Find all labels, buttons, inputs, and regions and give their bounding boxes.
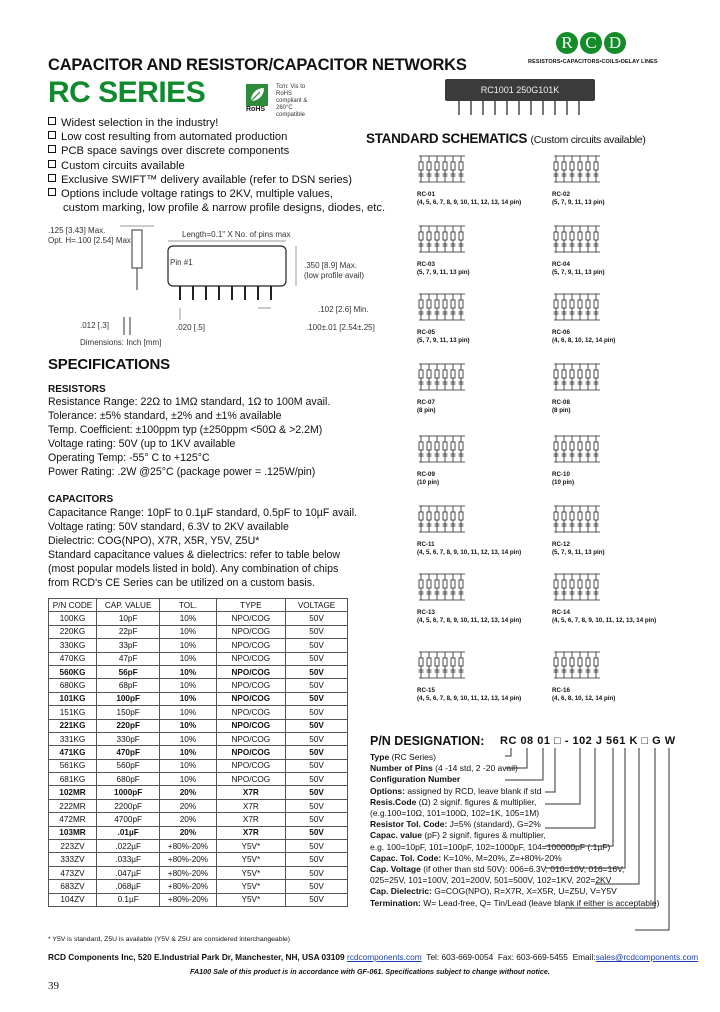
schematic-pins: (4, 5, 6, 7, 8, 9, 10, 11, 12, 13, 14 pin) bbox=[417, 548, 522, 556]
dim-pin-diameter: .020 [.5] bbox=[176, 323, 205, 332]
dim-lead-width: .012 [.3] bbox=[80, 321, 109, 330]
table-cell: +80%-20% bbox=[160, 866, 216, 879]
table-cell: +80%-20% bbox=[160, 853, 216, 866]
table-cell: 331KG bbox=[49, 732, 97, 745]
table-row bbox=[49, 866, 348, 879]
feature-item: PCB space savings over discrete components bbox=[48, 144, 385, 158]
table-cell: Y5V* bbox=[216, 853, 286, 866]
logo-letter: R bbox=[556, 32, 578, 54]
spec-line: Voltage rating: 50V standard, 6.3V to 2KV available bbox=[48, 520, 289, 533]
checkbox-icon bbox=[48, 160, 56, 168]
table-cell: X7R bbox=[216, 826, 286, 839]
capacitor-code-table bbox=[48, 598, 348, 907]
pn-field: Type (RC Series) bbox=[370, 752, 436, 762]
table-cell: NPO/COG bbox=[216, 706, 286, 719]
table-cell: Y5V* bbox=[216, 880, 286, 893]
schematic-name: RC-15 bbox=[417, 687, 435, 694]
schematic-rc-10 bbox=[552, 432, 604, 486]
schematic-rc-16 bbox=[552, 648, 615, 702]
table-cell: 56pF bbox=[96, 665, 159, 678]
feature-item: Options include voltage ratings to 2KV, multiple values, bbox=[48, 187, 385, 201]
capacitors-heading: CAPACITORS bbox=[48, 494, 114, 505]
dim-width-opt: (low profile avail) bbox=[304, 271, 365, 280]
table-header: P/N CODE bbox=[49, 599, 97, 612]
table-cell: 560pF bbox=[96, 759, 159, 772]
pn-field: Capac. Tol. Code: K=10%, M=20%, Z=+80%-20% bbox=[370, 852, 562, 863]
spec-line: Capacitance Range: 10pF to 0.1µF standard, 0.5pF to 10µF avail. bbox=[48, 507, 358, 519]
table-row bbox=[49, 893, 348, 906]
schematic-pins: (4, 5, 6, 7, 8, 9, 10, 11, 12, 13, 14 pin) bbox=[417, 198, 522, 206]
schematic-rc-04 bbox=[552, 222, 605, 276]
schematic-name: RC-06 bbox=[552, 329, 570, 336]
pn-field: Resis.Code (Ω) 2 signif. figures & multiplier, bbox=[370, 796, 537, 807]
schematic-pins: (10 pin) bbox=[417, 478, 440, 486]
page-title: CAPACITOR AND RESISTOR/CAPACITOR NETWORKS bbox=[48, 56, 467, 74]
schematic-name: RC-09 bbox=[417, 471, 435, 478]
table-cell: 0.1µF bbox=[96, 893, 159, 906]
schematic-pins: (4, 6, 8, 10, 12, 14 pin) bbox=[552, 336, 616, 344]
schematic-rc-07 bbox=[417, 360, 469, 414]
spec-line: Temp. Coefficient: ±100ppm typ (±250ppm <50Ω & >2.2M) bbox=[48, 423, 323, 436]
dim-width: .350 [8.9] Max. bbox=[304, 261, 357, 270]
table-cell: 10% bbox=[160, 625, 216, 638]
table-cell: 681KG bbox=[49, 773, 97, 786]
table-cell: 20% bbox=[160, 813, 216, 826]
dim-lead-length: .102 [2.6] Min. bbox=[318, 305, 369, 314]
table-cell: Y5V* bbox=[216, 866, 286, 879]
schematic-rc-15 bbox=[417, 648, 521, 702]
table-cell: 50V bbox=[286, 840, 348, 853]
spec-line: Dielectric: COG(NPO), X7R, X5R, Y5V, Z5U* bbox=[48, 534, 260, 547]
table-cell: 50V bbox=[286, 625, 348, 638]
pn-designation-heading: P/N DESIGNATION: bbox=[370, 734, 485, 748]
table-row bbox=[49, 746, 348, 759]
table-cell: NPO/COG bbox=[216, 692, 286, 705]
table-cell: 680pF bbox=[96, 773, 159, 786]
table-cell: 2200pF bbox=[96, 799, 159, 812]
schematic-icon bbox=[417, 502, 469, 536]
table-cell: 47pF bbox=[96, 652, 159, 665]
dim-pitch: .100±.01 [2.54±.25] bbox=[306, 323, 375, 332]
table-cell: X7R bbox=[216, 813, 286, 826]
schematic-pins: (4, 6, 8, 10, 12, 14 pin) bbox=[552, 694, 616, 702]
table-cell: 10pF bbox=[96, 612, 159, 625]
table-cell: NPO/COG bbox=[216, 719, 286, 732]
checkbox-icon bbox=[48, 117, 56, 125]
table-cell: 223ZV bbox=[49, 840, 97, 853]
table-cell: Y5V* bbox=[216, 893, 286, 906]
resistor-specs bbox=[48, 396, 330, 479]
table-cell: 103MR bbox=[49, 826, 97, 839]
table-cell: 50V bbox=[286, 639, 348, 652]
table-cell: 10% bbox=[160, 759, 216, 772]
spec-line: Tolerance: ±5% standard, ±2% and ±1% available bbox=[48, 409, 282, 422]
table-cell: 470pF bbox=[96, 746, 159, 759]
schematic-icon bbox=[417, 570, 469, 604]
table-cell: 683ZV bbox=[49, 880, 97, 893]
table-cell: 10% bbox=[160, 732, 216, 745]
schematic-pins: (8 pin) bbox=[552, 406, 571, 414]
table-cell: +80%-20% bbox=[160, 880, 216, 893]
schematic-icon bbox=[417, 432, 469, 466]
logo-letter: C bbox=[580, 32, 602, 54]
pn-field: (e.g.100=10Ω, 101=100Ω, 102=1K, 105=1M) bbox=[370, 808, 540, 819]
table-cell: 10% bbox=[160, 692, 216, 705]
schematic-rc-02 bbox=[552, 152, 605, 206]
specifications-heading: SPECIFICATIONS bbox=[48, 356, 170, 373]
front-view-drawing bbox=[160, 238, 310, 323]
table-row bbox=[49, 813, 348, 826]
table-row bbox=[49, 853, 348, 866]
table-cell: X7R bbox=[216, 799, 286, 812]
schematic-pins: (5, 7, 9, 11, 13 pin) bbox=[417, 268, 470, 276]
schematic-pins: (8 pin) bbox=[417, 406, 436, 414]
table-cell: 4700pF bbox=[96, 813, 159, 826]
table-cell: 50V bbox=[286, 665, 348, 678]
schematic-icon bbox=[552, 222, 604, 256]
chip-pins-icon bbox=[455, 101, 591, 115]
pn-field: e.g. 100=10pF, 101=100pF, 102=1000pF, 104=100000pF (.1µF) bbox=[370, 841, 611, 852]
schematic-icon bbox=[552, 360, 604, 394]
table-row bbox=[49, 625, 348, 638]
schematic-rc-01 bbox=[417, 152, 521, 206]
checkbox-icon bbox=[48, 188, 56, 196]
table-cell: 50V bbox=[286, 880, 348, 893]
table-cell: 473ZV bbox=[49, 866, 97, 879]
schematic-icon bbox=[552, 290, 604, 324]
pn-field: Capac. value (pF) 2 signif. figures & multiplier, bbox=[370, 830, 546, 841]
table-cell: 220pF bbox=[96, 719, 159, 732]
table-header: TYPE bbox=[216, 599, 286, 612]
schematic-icon bbox=[552, 432, 604, 466]
table-cell: 50V bbox=[286, 759, 348, 772]
logo-letter: D bbox=[604, 32, 626, 54]
table-cell: 50V bbox=[286, 679, 348, 692]
table-cell: 101KG bbox=[49, 692, 97, 705]
schematic-rc-14 bbox=[552, 570, 656, 624]
table-cell: 50V bbox=[286, 612, 348, 625]
spec-line: Standard capacitance values & dielectrics: refer to table below bbox=[48, 548, 341, 561]
pn-field: Termination: W= Lead-free, Q= Tin/Lead (leave blank if either is acceptable) bbox=[370, 897, 660, 908]
feature-item: Low cost resulting from automated production bbox=[48, 130, 385, 144]
table-cell: 561KG bbox=[49, 759, 97, 772]
table-cell: NPO/COG bbox=[216, 732, 286, 745]
table-row bbox=[49, 639, 348, 652]
table-cell: 10% bbox=[160, 719, 216, 732]
schematic-rc-08 bbox=[552, 360, 604, 414]
table-row bbox=[49, 786, 348, 799]
pn-field: Options: assigned by RCD, leave blank if std bbox=[370, 785, 542, 796]
table-row bbox=[49, 799, 348, 812]
schematic-icon bbox=[417, 648, 469, 682]
table-header-row bbox=[49, 599, 348, 612]
table-cell: 151KG bbox=[49, 706, 97, 719]
schematic-name: RC-12 bbox=[552, 541, 570, 548]
spec-line: (most popular models listed in bold). Any combination of chips bbox=[48, 562, 339, 575]
spec-line: Power Rating: .2W @25°C (package power = .125W/pin) bbox=[48, 465, 316, 478]
table-cell: 50V bbox=[286, 786, 348, 799]
table-cell: 470KG bbox=[49, 652, 97, 665]
table-row bbox=[49, 840, 348, 853]
table-row bbox=[49, 773, 348, 786]
pn-leader-lines bbox=[505, 748, 685, 948]
table-cell: 50V bbox=[286, 773, 348, 786]
dim-length: Length=0.1" X No. of pins max bbox=[182, 230, 291, 239]
spec-line: Voltage rating: 50V (up to 1KV available bbox=[48, 437, 236, 450]
schematic-name: RC-03 bbox=[417, 261, 435, 268]
table-cell: 68pF bbox=[96, 679, 159, 692]
schematic-pins: (5, 7, 9, 11, 13 pin) bbox=[552, 198, 605, 206]
table-cell: 20% bbox=[160, 786, 216, 799]
table-cell: NPO/COG bbox=[216, 625, 286, 638]
table-cell: 50V bbox=[286, 893, 348, 906]
table-row bbox=[49, 692, 348, 705]
resistors-heading: RESISTORS bbox=[48, 384, 106, 395]
schematic-pins: (4, 5, 6, 7, 8, 9, 10, 11, 12, 13, 14 pin) bbox=[417, 694, 522, 702]
schematic-rc-06 bbox=[552, 290, 615, 344]
rohs-label: RoHS bbox=[246, 106, 266, 113]
table-cell: 333ZV bbox=[49, 853, 97, 866]
table-cell: 1000pF bbox=[96, 786, 159, 799]
table-cell: NPO/COG bbox=[216, 746, 286, 759]
schematic-icon bbox=[552, 152, 604, 186]
table-cell: 10% bbox=[160, 679, 216, 692]
rohs-compliance-text: Tcm: Vis to RoHS compliant & 260°C compatible bbox=[276, 84, 308, 118]
table-cell: 100pF bbox=[96, 692, 159, 705]
table-cell: 10% bbox=[160, 665, 216, 678]
table-cell: 50V bbox=[286, 813, 348, 826]
table-cell: 100KG bbox=[49, 612, 97, 625]
table-cell: 50V bbox=[286, 826, 348, 839]
table-cell: 10% bbox=[160, 706, 216, 719]
table-cell: NPO/COG bbox=[216, 759, 286, 772]
pn-field: Cap. Dielectric: G=COG(NPO), R=X7R, X=X5R, U=Z5U, V=Y5V bbox=[370, 886, 617, 897]
table-cell: 20% bbox=[160, 826, 216, 839]
schematic-name: RC-13 bbox=[417, 609, 435, 616]
table-cell: NPO/COG bbox=[216, 665, 286, 678]
schematic-name: RC-11 bbox=[417, 541, 435, 548]
table-cell: 10% bbox=[160, 652, 216, 665]
table-cell: 10% bbox=[160, 746, 216, 759]
feature-item: Widest selection in the industry! bbox=[48, 116, 385, 130]
table-cell: 10% bbox=[160, 612, 216, 625]
schematic-rc-03 bbox=[417, 222, 470, 276]
schematic-pins: (5, 7, 9, 11, 13 pin) bbox=[417, 336, 470, 344]
checkbox-icon bbox=[48, 174, 56, 182]
table-cell: 220KG bbox=[49, 625, 97, 638]
table-cell: 150pF bbox=[96, 706, 159, 719]
series-title: RC SERIES bbox=[48, 76, 206, 109]
schematic-rc-13 bbox=[417, 570, 521, 624]
side-view-drawing bbox=[118, 220, 158, 292]
schematics-heading: STANDARD SCHEMATICS (Custom circuits available) bbox=[366, 131, 646, 146]
table-row bbox=[49, 652, 348, 665]
table-cell: +80%-20% bbox=[160, 840, 216, 853]
table-cell: 50V bbox=[286, 692, 348, 705]
table-cell: .01µF bbox=[96, 826, 159, 839]
email-link[interactable]: sales@rcdcomponents.com bbox=[595, 952, 699, 962]
pn-example-code: RC 08 01 □ - 102 J 561 K □ G W bbox=[500, 735, 676, 747]
table-row bbox=[49, 665, 348, 678]
table-row bbox=[49, 719, 348, 732]
table-cell: 50V bbox=[286, 746, 348, 759]
schematic-name: RC-16 bbox=[552, 687, 570, 694]
schematic-icon bbox=[417, 360, 469, 394]
table-cell: 221KG bbox=[49, 719, 97, 732]
schematic-pins: (4, 5, 6, 7, 8, 9, 10, 11, 12, 13, 14 pin) bbox=[417, 616, 522, 624]
table-cell: 50V bbox=[286, 799, 348, 812]
table-cell: 50V bbox=[286, 732, 348, 745]
rohs-leaf-icon bbox=[246, 84, 268, 106]
table-cell: 50V bbox=[286, 853, 348, 866]
table-cell: .047µF bbox=[96, 866, 159, 879]
table-cell: NPO/COG bbox=[216, 652, 286, 665]
table-cell: NPO/COG bbox=[216, 773, 286, 786]
table-cell: 10% bbox=[160, 639, 216, 652]
dim-units: Dimensions: Inch [mm] bbox=[80, 338, 162, 347]
pn-field: 025=25V, 101=100V, 201=200V, 501=500V, 102=1KV, 202=2KV bbox=[370, 875, 612, 886]
table-row bbox=[49, 759, 348, 772]
table-footnote: * Y5V is standard, Z5U is available (Y5V & Z5U are considered interchangeable) bbox=[48, 936, 291, 943]
table-row bbox=[49, 826, 348, 839]
schematic-icon bbox=[552, 648, 604, 682]
table-cell: 50V bbox=[286, 866, 348, 879]
table-cell: 680KG bbox=[49, 679, 97, 692]
table-cell: 104ZV bbox=[49, 893, 97, 906]
table-header: TOL. bbox=[160, 599, 216, 612]
feature-item: Custom circuits available bbox=[48, 159, 385, 173]
table-cell: 102MR bbox=[49, 786, 97, 799]
pn-field: Configuration Number bbox=[370, 774, 461, 785]
table-row bbox=[49, 732, 348, 745]
table-cell: NPO/COG bbox=[216, 612, 286, 625]
feature-item: Exclusive SWIFT™ delivery available (refer to DSN series) bbox=[48, 173, 385, 187]
table-cell: 330KG bbox=[49, 639, 97, 652]
table-cell: 50V bbox=[286, 652, 348, 665]
schematic-rc-09 bbox=[417, 432, 469, 486]
table-row bbox=[49, 612, 348, 625]
schematic-name: RC-08 bbox=[552, 399, 570, 406]
spec-line: Operating Temp: -55° C to +125°C bbox=[48, 451, 210, 464]
table-row bbox=[49, 880, 348, 893]
table-cell: Y5V* bbox=[216, 840, 286, 853]
checkbox-icon bbox=[48, 145, 56, 153]
pn-field: Cap. Voltage (if other than std 50V): 006=6.3V, 010=10V, 016=16V, bbox=[370, 864, 625, 875]
schematic-rc-05 bbox=[417, 290, 470, 344]
schematic-icon bbox=[417, 152, 469, 186]
schematic-icon bbox=[417, 222, 469, 256]
table-cell: 50V bbox=[286, 719, 348, 732]
pn-field: Number of Pins (4 -14 std, 2 -20 avail) bbox=[370, 763, 518, 774]
schematic-name: RC-07 bbox=[417, 399, 435, 406]
page-number: 39 bbox=[48, 980, 59, 992]
schematic-pins: (10 pin) bbox=[552, 478, 575, 486]
table-cell: .068µF bbox=[96, 880, 159, 893]
table-cell: NPO/COG bbox=[216, 679, 286, 692]
table-cell: 560KG bbox=[49, 665, 97, 678]
dim-height: .125 [3.43] Max. bbox=[48, 226, 106, 235]
table-header: VOLTAGE bbox=[286, 599, 348, 612]
schematic-name: RC-10 bbox=[552, 471, 570, 478]
feature-item: custom marking, low profile & narrow profile designs, diodes, etc. bbox=[63, 202, 386, 215]
schematic-rc-12 bbox=[552, 502, 605, 556]
schematic-name: RC-05 bbox=[417, 329, 435, 336]
table-cell: 472MR bbox=[49, 813, 97, 826]
table-cell: X7R bbox=[216, 786, 286, 799]
table-cell: 50V bbox=[286, 706, 348, 719]
company-address: RCD Components Inc, 520 E.Industrial Park Dr, Manchester, NH, USA 03109 rcdcomponents.com Tel: 603-669-0054 Fax: 603-669-5455 Email:sales@rcdcomponents.com bbox=[48, 952, 699, 962]
dim-height-opt: Opt. H=.100 [2.54] Max. bbox=[48, 236, 134, 245]
checkbox-icon bbox=[48, 131, 56, 139]
schematic-icon bbox=[417, 290, 469, 324]
table-cell: 471KG bbox=[49, 746, 97, 759]
table-cell: 33pF bbox=[96, 639, 159, 652]
chip-marking: RC1001 250G101K bbox=[480, 85, 560, 95]
pin1-label: Pin #1 bbox=[170, 258, 193, 267]
table-cell: 10% bbox=[160, 773, 216, 786]
table-cell: 22pF bbox=[96, 625, 159, 638]
spec-line: from RCD's CE Series can be utilized on a custom basis. bbox=[48, 576, 315, 589]
schematic-name: RC-14 bbox=[552, 609, 570, 616]
spec-line: Resistance Range: 22Ω to 1MΩ standard, 1Ω to 100M avail. bbox=[48, 396, 331, 408]
website-link[interactable]: rcdcomponents.com bbox=[346, 952, 422, 962]
table-cell: .033µF bbox=[96, 853, 159, 866]
schematic-name: RC-02 bbox=[552, 191, 570, 198]
sale-notice: FA100 Sale of this product is in accordance with GF-061. Specifications subject to change without notice. bbox=[190, 967, 550, 976]
schematic-name: RC-04 bbox=[552, 261, 570, 268]
rcd-logo bbox=[556, 32, 628, 54]
table-header: CAP. VALUE bbox=[96, 599, 159, 612]
sip-chip-image bbox=[445, 79, 595, 101]
pn-field: Resistor Tol. Code: J=5% (standard), G=2% bbox=[370, 819, 541, 830]
table-cell: 222MR bbox=[49, 799, 97, 812]
lead-section-drawing bbox=[108, 315, 148, 337]
table-cell: .022µF bbox=[96, 840, 159, 853]
table-row bbox=[49, 679, 348, 692]
schematic-icon bbox=[552, 502, 604, 536]
table-cell: +80%-20% bbox=[160, 893, 216, 906]
table-cell: 330pF bbox=[96, 732, 159, 745]
feature-list bbox=[48, 116, 385, 215]
table-cell: 20% bbox=[160, 799, 216, 812]
table-cell: NPO/COG bbox=[216, 639, 286, 652]
schematic-name: RC-01 bbox=[417, 191, 435, 198]
capacitor-specs bbox=[48, 507, 357, 590]
schematic-pins: (5, 7, 9, 11, 13 pin) bbox=[552, 548, 605, 556]
schematic-rc-11 bbox=[417, 502, 521, 556]
schematic-pins: (4, 5, 6, 7, 8, 9, 10, 11, 12, 13, 14 pin) bbox=[552, 616, 657, 624]
logo-tagline: RESISTORS•CAPACITORS•COILS•DELAY LINES bbox=[528, 59, 658, 65]
schematic-icon bbox=[552, 570, 604, 604]
table-row bbox=[49, 706, 348, 719]
schematic-pins: (5, 7, 9, 11, 13 pin) bbox=[552, 268, 605, 276]
